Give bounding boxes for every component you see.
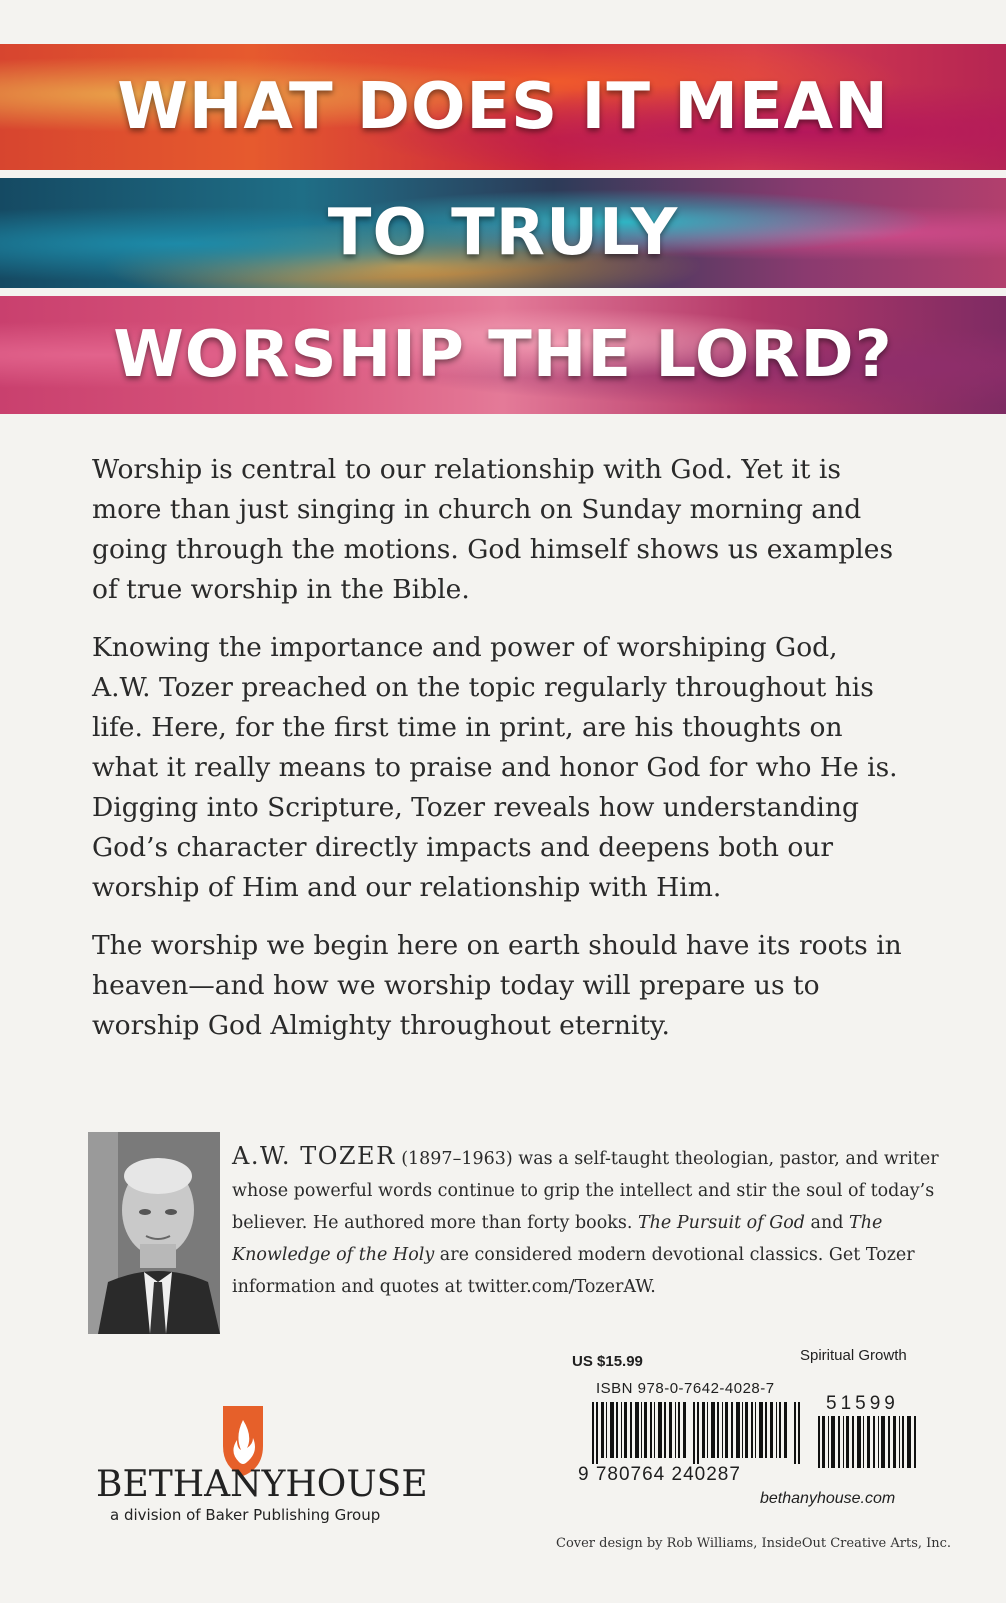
cover-design-credits: Cover design by Rob Williams, InsideOut Creative Arts, Inc. — [556, 1536, 952, 1551]
author-bio — [232, 1140, 947, 1303]
price-addon-barcode-icon — [818, 1416, 920, 1468]
bio-text-1: (1897–1963) was a self-taught theologian, pastor, and writer whose powerful words continue to grip the intellect and stir the soul of today’s believer. He authored more than forty books. — [232, 1149, 939, 1233]
description-paragraph-2: Knowing the importance and power of worshiping God, A.W. Tozer preached on the topic regularly throughout his life. Here, for the first time in print, are his thoughts on what it really means to praise and honor God for who He is. Digging into Scripture, Tozer reveals how understanding God’s character directly impacts and deepens both our worship of Him and our relationship with Him. — [92, 632, 898, 903]
category-label: Spiritual Growth — [800, 1347, 907, 1364]
publisher-website: bethanyhouse.com — [760, 1490, 896, 1507]
book-title-2: The Knowledge of the Holy — [232, 1213, 883, 1265]
bio-text-2: and — [804, 1213, 850, 1233]
headline-line-3: WORSHIP THE LORD? — [0, 296, 1006, 414]
description-paragraph-3: The worship we begin here on earth should have its roots in heaven—and how we worship today will prepare us to worship God Almighty throughout eternity. — [92, 930, 902, 1041]
book-title-1: The Pursuit of God — [637, 1213, 805, 1233]
publisher-name: BETHANYHOUSE — [96, 1464, 428, 1505]
book-description — [92, 450, 902, 1064]
headline-line-1: WHAT DOES IT MEAN — [0, 44, 1006, 170]
description-paragraph-1: Worship is central to our relationship with God. Yet it is more than just singing in church on Sunday morning and going through the motions. God himself shows us examples of true worship in the Bible. — [92, 454, 894, 605]
isbn-barcode-icon — [592, 1402, 802, 1464]
headline-line-2: TO TRULY — [0, 178, 1006, 288]
isbn-label: ISBN 978-0-7642-4028-7 — [596, 1380, 775, 1397]
price-code-digits: 51599 — [826, 1393, 899, 1414]
price-label: US $15.99 — [572, 1353, 643, 1370]
publisher-division: a division of Baker Publishing Group — [110, 1506, 381, 1524]
author-portrait-icon — [88, 1132, 220, 1334]
barcode-digits: 9 780764 240287 — [578, 1464, 741, 1485]
author-name: A.W. TOZER — [232, 1142, 396, 1170]
author-photo — [88, 1132, 220, 1334]
bio-text-3: are considered modern devotional classics. Get Tozer information and quotes at twitter.com/TozerAW. — [232, 1245, 915, 1297]
